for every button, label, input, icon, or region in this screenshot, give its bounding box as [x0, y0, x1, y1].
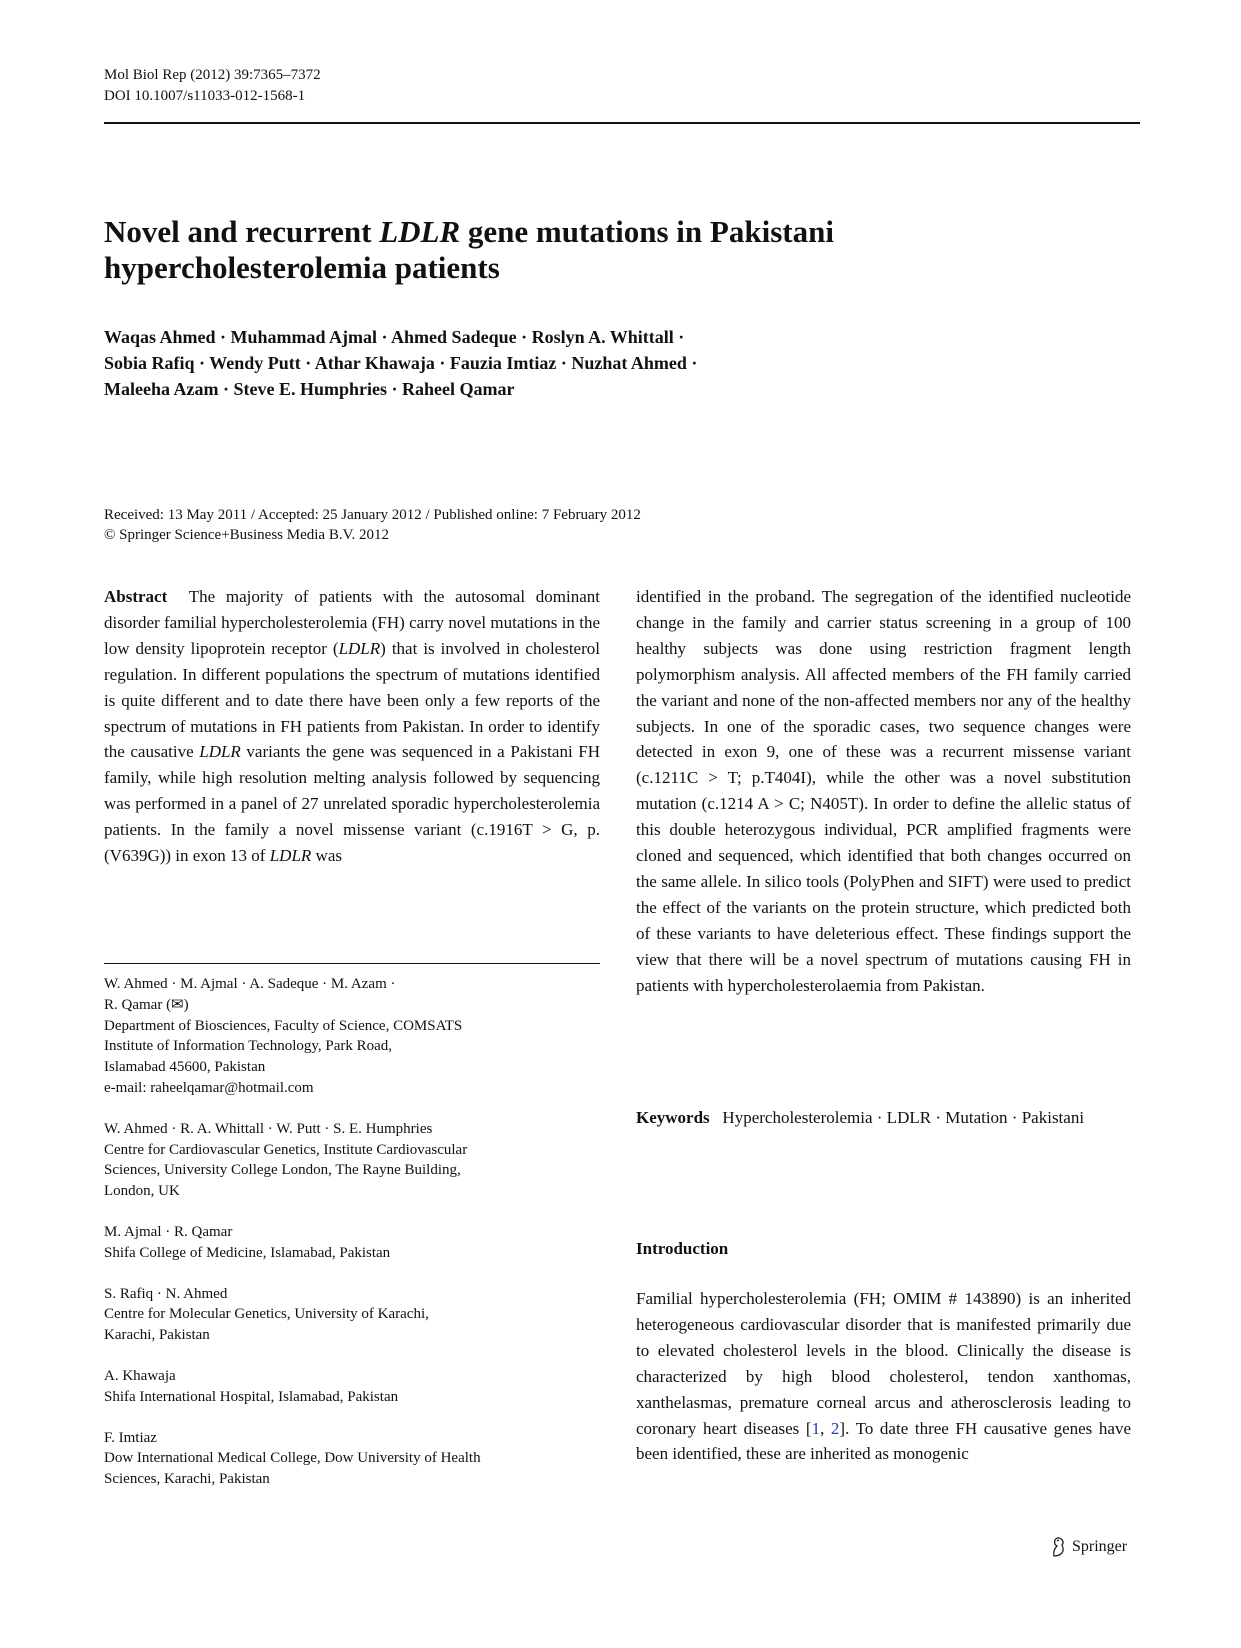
springer-horse-icon	[1048, 1536, 1068, 1558]
copyright-notice: © Springer Science+Business Media B.V. 2012	[104, 527, 389, 543]
section-heading: Introduction	[636, 1239, 729, 1258]
author-line: Sobia Rafiq · Wendy Putt · Athar Khawaja · Fauzia Imtiaz · Nuzhat Ahmed ·	[104, 353, 698, 373]
affiliation: S. Rafiq · N. Ahmed Centre for Molecular Genetics, University of Karachi, Karachi, Pakistan	[104, 1285, 429, 1344]
corresponding-author: R. Qamar (✉)	[104, 996, 189, 1013]
abstract-continued: identified in the proband. The segregation of the identified nucleotide change in the family and carrier status screening in a group of 100 healthy subjects was done using restriction fragment length polymorphism analysis. All affected members of the FH family carried the variant and none of the non-affected members nor any of the healthy subjects. In one of the sporadic cases, two sequence changes were detected in exon 9, one of these was a recurrent missense variant (c.1211C > T; p.T404I), while the other was a novel substitution mutation (c.1214 A > C; N405T). In order to define the allelic status of this double heterozygous individual, PCR amplified fragments were cloned and sequenced, which identified that both changes occurred on the same allele. In silico tools (PolyPhen and SIFT) were used to predict the effect of the variants on the protein structure, which predicted both of these variants to have deleterious effect. These findings support the view that there will be a novel spectrum of mutations causing FH in patients with hypercholesterolaemia from Pakistan.	[636, 587, 1131, 995]
keywords-label: Keywords	[636, 1108, 710, 1127]
affiliation-divider	[104, 963, 600, 964]
publisher-name: Springer	[1072, 1538, 1128, 1555]
history-dates: Received: 13 May 2011 / Accepted: 25 January 2012 / Published online: 7 February 2012	[104, 507, 641, 523]
author-email: e-mail: raheelqamar@hotmail.com	[104, 1079, 314, 1096]
publisher-logo	[1048, 1536, 1127, 1558]
affiliation: A. Khawaja Shifa International Hospital, Islamabad, Pakistan	[104, 1367, 399, 1405]
author-list	[104, 324, 1004, 402]
journal-citation: Mol Biol Rep (2012) 39:7365–7372	[104, 67, 321, 83]
keywords-text: Hypercholesterolemia · LDLR · Mutation · Pakistani	[722, 1108, 1085, 1127]
affiliation: W. Ahmed · R. A. Whittall · W. Putt · S. E. Humphries Centre for Cardiovascular Genetics, Institute Cardiovascular Sciences, University College London, The Rayne Building, London, UK	[104, 1120, 468, 1200]
affiliations	[104, 974, 600, 1510]
article-title: Novel and recurrent LDLR gene mutations in Pakistani hypercholesterolemia patients	[104, 214, 834, 285]
affiliation: F. Imtiaz Dow International Medical College, Dow University of Health Sciences, Karachi, Pakistan	[104, 1429, 481, 1488]
doi: DOI 10.1007/s11033-012-1568-1	[104, 88, 306, 104]
citation-link[interactable]: 2	[830, 1418, 840, 1438]
journal-reference	[104, 65, 321, 107]
publication-history	[104, 505, 641, 545]
abstract: Abstract The majority of patients with the autosomal dominant disorder familial hypercholesterolemia (FH) carry novel mutations in the low density lipoprotein receptor (LDLR) that is involved in cholesterol regulation. In different populations the spectrum of mutations identified is quite different and to date there have been only a few reports of the spectrum of mutations in FH patients from Pakistan. In order to identify the causative LDLR variants the gene was sequenced in a Pakistani FH family, while high resolution melting analysis followed by sequencing was performed in a panel of 27 unrelated sporadic hypercholesterolemia patients. In the family a novel missense variant (c.1916T > G, p.(V639G)) in exon 13 of LDLR was	[104, 587, 600, 866]
title-gene-name: LDLR	[379, 214, 461, 249]
header-divider	[104, 122, 1140, 124]
author-line: Maleeha Azam · Steve E. Humphries · Raheel Qamar	[104, 379, 515, 399]
affiliation: M. Ajmal · R. Qamar Shifa College of Medicine, Islamabad, Pakistan	[104, 1223, 391, 1261]
author-line: Waqas Ahmed · Muhammad Ajmal · Ahmed Sadeque · Roslyn A. Whittall ·	[104, 327, 685, 347]
introduction-text: Familial hypercholesterolemia (FH; OMIM # 143890) is an inherited heterogeneous cardiovascular disorder that is manifested primarily due to elevated cholesterol levels in the blood. Clinically the disease is characterized by high blood cholesterol, tendon xanthomas, xanthelasmas, premature corneal arcus and atherosclerosis leading to coronary heart diseases [1, 2]. To date three FH causative genes have been identified, these are inherited as monogenic	[636, 1289, 1131, 1464]
keywords	[636, 1105, 1131, 1131]
abstract-label: Abstract	[104, 587, 168, 606]
affiliation: W. Ahmed · M. Ajmal · A. Sadeque · M. Azam · R. Qamar (✉) Department of Biosciences, Faculty of Science, COMSATS Institute of Information Technology, Park Road, Islamabad 45600, Pakistan e-mail: raheelqamar@hotmail.com	[104, 974, 600, 1099]
citation-link[interactable]: 1	[811, 1418, 821, 1438]
